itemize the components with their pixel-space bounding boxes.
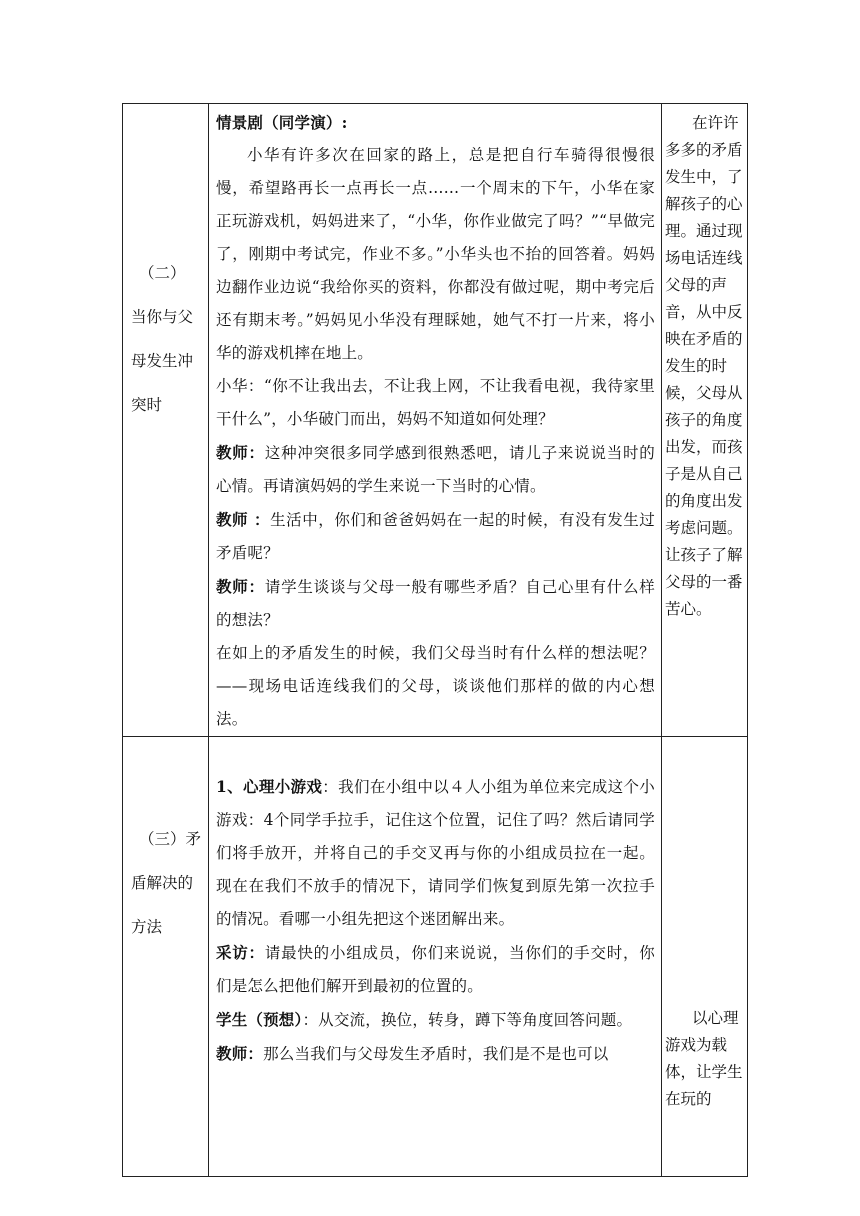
interview-paragraph: 采访：请最快的小组成员，你们来说说，当你们的手交时，你们是怎么把他们解开到最初的位置的。	[216, 943, 655, 995]
section-title: 当你与父母发生冲突时	[131, 308, 194, 414]
teacher-label: 教师：	[216, 1044, 264, 1063]
note-cell	[662, 737, 748, 1177]
game-paragraph: 1、心理小游戏：我们在小组中以４人小组为单位来完成这个小游戏：4个同学手拉手，记住这个位置，记住了吗？然后请同学们将手放开，并将自己的手交叉再与你的小组成员拉在一起。现在在我们不放手的情况下，请同学们恢复到原先第一次拉手的情况。看哪一小组先把这个迷团解出来。	[216, 777, 656, 928]
section-number: （三）矛	[139, 830, 202, 848]
teacher-label: 教师：	[216, 577, 265, 596]
section-cell	[123, 104, 209, 737]
content-cell	[209, 737, 662, 1177]
design-note: 在许许多多的矛盾发生中，了解孩子的心理。通过现场电话连线父母的声音，从中反映在矛盾的发生的时候，父母从孩子的角度出发，而孩子是从自己的角度出发考虑问题。让孩子了解父母的一番苦心。	[665, 114, 743, 618]
closing-paragraph: 在如上的矛盾发生的时候，我们父母当时有什么样的想法呢？——现场电话连线我们的父母，谈谈他们那样的做的内心想法。	[216, 644, 655, 728]
xiaohua-line: 小华：“你不让我出去，不让我上网，不让我看电视，我待家里干什么”，小华破门而出，妈妈不知道如何处理？	[216, 377, 655, 428]
lesson-plan-table	[122, 103, 748, 1177]
section-cell	[123, 737, 209, 1177]
table-row	[123, 737, 748, 1177]
table-row	[123, 104, 748, 737]
section-number: （二）	[139, 264, 186, 282]
game-label: 1、心理小游戏	[216, 777, 323, 796]
interview-label: 采访：	[216, 943, 265, 962]
note-cell	[662, 104, 748, 737]
teacher-line-3: 教师：请学生谈谈与父母一般有哪些矛盾？自己心里有什么样的想法？	[216, 577, 655, 629]
section-title: 盾解决的	[131, 874, 194, 892]
teacher-label: 教师：	[216, 443, 265, 462]
teacher-line-1: 教师：这种冲突很多同学感到很熟悉吧，请儿子来说说当时的心情。再请演妈妈的学生来说一下当时的心情。	[216, 443, 655, 495]
story-paragraph: 小华有许多次在回家的路上，总是把自行车骑得很慢很慢，希望路再长一点再长一点……一个周末的下午，小华在家正玩游戏机，妈妈进来了，“小华，你作业做完了吗？”“早做完了，刚期中考试完，作业不多。”小华头也不抬的回答着。妈妈边翻作业边说“我给你买的资料，你都没有做过呢，期中考完后还有期末考。”妈妈见小华没有理睬她，她气不打一片来，将小华的游戏机摔在地上。	[216, 146, 655, 362]
student-paragraph: 学生（预想）：从交流，换位，转身，蹲下等角度回答问题。	[216, 1010, 633, 1029]
design-note: 以心理游戏为载体，让学生在玩的	[665, 1009, 743, 1108]
teacher-label: 教师 ：	[216, 510, 271, 529]
teacher-line-2: 教师 ：生活中，你们和爸爸妈妈在一起的时候，有没有发生过矛盾呢？	[216, 510, 655, 562]
scene-title: 情景剧（同学演）:	[216, 113, 348, 132]
student-label: 学生（预想）	[216, 1010, 303, 1029]
content-cell	[209, 104, 662, 737]
teacher-paragraph: 教师：那么当我们与父母发生矛盾时，我们是不是也可以	[216, 1044, 609, 1063]
section-title-end: 方法	[131, 918, 163, 936]
